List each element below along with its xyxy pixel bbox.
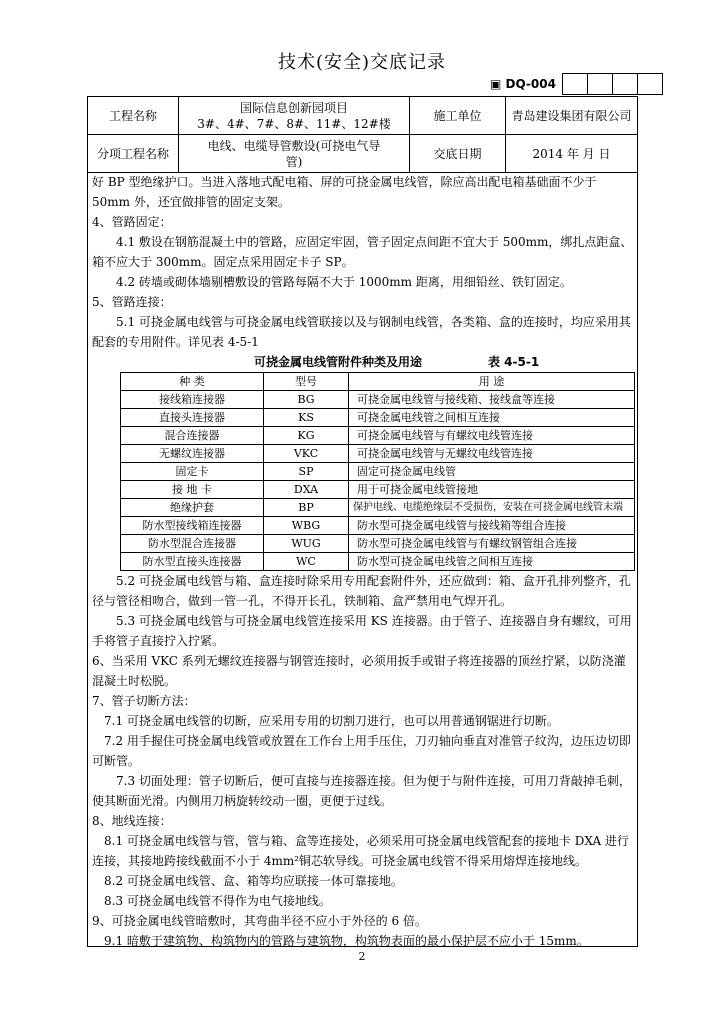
section-heading: 4、管路固定： (92, 215, 172, 229)
cell-type: 防水型接线箱连接器 (121, 517, 264, 535)
cell-model: DXA (264, 481, 349, 499)
cell-model: WBG (264, 517, 349, 535)
cell-usage: 可挠金属电线管之间相互连接 (349, 409, 635, 427)
doc-code-value: DQ-004 (505, 77, 556, 91)
cell-model: BG (264, 391, 349, 409)
paragraph: 6、当采用 VKC 系列无螺纹连接器与钢管连接时，必须用扳手或钳子将连接器的顶丝拧紧，以防浇灌混凝土时松脱。 (92, 654, 626, 688)
paragraph: 7.1 可挠金属电线管的切断，应采用专用的切割刀进行，也可以用普通钢锯进行切断。 (104, 714, 559, 728)
table-row (121, 553, 635, 571)
cell-type: 防水型混合连接器 (121, 535, 264, 553)
table-row (121, 499, 635, 517)
paragraph: 8.2 可挠金属电线管、盒、箱等均应联接一体可靠接地。 (104, 874, 403, 888)
paragraph: 5.1 可挠金属电线管与可挠金属电线管联接以及与钢制电线管，各类箱、盒的连接时，均应采用其配套的专用附件。详见表 4-5-1 (92, 315, 631, 349)
contractor-label: 施工单位 (410, 97, 506, 135)
column-header: 用 途 (349, 373, 635, 391)
cell-model: WUG (264, 535, 349, 553)
cell-usage: 保护电线、电缆绝缘层不受损伤，安装在可挠金属电线管末端 (349, 499, 635, 517)
cell-model: KS (264, 409, 349, 427)
cell-usage: 可挠金属电线管与无螺纹电线管连接 (349, 445, 635, 463)
content-body (92, 172, 635, 951)
cell-type: 混合连接器 (121, 427, 264, 445)
table-row (121, 445, 635, 463)
paragraph: 7.2 用手握住可挠金属电线管或放置在工作台上用手压住，刀刃轴向垂直对准管子纹沟，边压边切即可断管。 (92, 734, 631, 768)
section-heading: 9、可挠金属电线管暗敷时，其弯曲半径不应小于外径的 6 倍。 (92, 914, 427, 928)
cell-usage: 固定可挠金属电线管 (349, 463, 635, 481)
cell-type: 防水型直接头连接器 (121, 553, 264, 571)
paragraph: 7.3 切面处理：管子切断后，便可直接与连接器连接。但为便于与附件连接，可用刀背敲掉毛刺，使其断面光滑。内侧用刀柄旋转绞动一圈，更便于过线。 (92, 774, 631, 808)
header-table (87, 96, 638, 173)
paragraph: 4.1 敷设在钢筋混凝土中的管路，应固定牢固，管子固定点间距不宜大于 500mm，绑扎点距盒、箱不应大于 300mm。固定点采用固定卡子 SP。 (92, 235, 633, 269)
section-heading: 5、管路连接： (92, 295, 172, 309)
date-value: 2014 年 月 日 (506, 135, 638, 173)
table-row (121, 409, 635, 427)
cell-usage: 防水型可挠金属电线管与接线箱等组合连接 (349, 517, 635, 535)
sub-project-value-line1: 电线、电缆导管敷设(可挠电气导 (207, 138, 381, 153)
code-box (562, 73, 587, 95)
paragraph: 8.1 可挠金属电线管与管，管与箱、盒等连接处，必须采用可挠金属电线管配套的接地卡 DXA 进行连接，其接地跨接线截面不小于 4mm²铜芯软导线。可挠金属电线管不得采用熔焊连接地线。 (92, 834, 629, 868)
cell-type: 固定卡 (121, 463, 264, 481)
doc-code-row (490, 73, 663, 95)
table-title: 可挠金属电线管附件种类及用途 (254, 355, 423, 369)
sub-project-label: 分项工程名称 (88, 135, 179, 173)
cell-model: WC (264, 553, 349, 571)
code-box (612, 73, 637, 95)
table-number: 表 4-5-1 (488, 355, 540, 369)
date-label: 交底日期 (410, 135, 506, 173)
paragraph: 8.3 可挠金属电线管不得作为电气接地线。 (104, 894, 331, 908)
table-row (121, 535, 635, 553)
paragraph: 9.1 暗敷于建筑物、构筑物内的管路与建筑物，构筑物表面的最小保护层不应小于 15mm。 (104, 934, 589, 948)
section-heading: 7、管子切断方法： (92, 694, 196, 708)
document-title: 技术(安全)交底记录 (277, 52, 447, 73)
cell-usage: 可挠金属电线管与接线箱、接线盒等连接 (349, 391, 635, 409)
project-label: 工程名称 (88, 97, 179, 135)
cell-model: VKC (264, 445, 349, 463)
paragraph: 5.2 可挠金属电线管与箱、盒连接时除采用专用配套附件外，还应做到：箱、盒开孔排列整齐，孔径与管径相吻合，做到一管一孔，不得开长孔，铁制箱、盒严禁用电气焊开孔。 (92, 574, 631, 608)
code-box (587, 73, 612, 95)
contractor-value: 青岛建设集团有限公司 (506, 97, 638, 135)
table-row (121, 517, 635, 535)
table-caption (92, 352, 635, 372)
cell-usage: 可挠金属电线管与有螺纹电线管连接 (349, 427, 635, 445)
column-header: 型号 (264, 373, 349, 391)
cell-model: KG (264, 427, 349, 445)
sub-project-value (179, 135, 410, 173)
parts-table (120, 372, 635, 571)
table-row (121, 427, 635, 445)
project-value-line1: 国际信息创新园项目 (239, 100, 348, 115)
project-value (179, 97, 410, 135)
table-row (121, 463, 635, 481)
section-heading: 8、地线连接： (92, 814, 172, 828)
page-number: 2 (358, 950, 366, 963)
cell-model: BP (264, 499, 349, 517)
paragraph: 4.2 砖墙或砌体墙剔槽敷设的管路每隔不大于 1000mm 距离，用细铅丝、铁钉固定。 (116, 275, 572, 289)
cell-type: 无螺纹连接器 (121, 445, 264, 463)
table-row (121, 481, 635, 499)
column-header: 种 类 (121, 373, 264, 391)
cell-model: SP (264, 463, 349, 481)
project-value-line2: 3#、4#、7#、8#、11#、12#楼 (197, 116, 391, 131)
paragraph: 好 BP 型绝缘护口。当进入落地式配电箱、屏的可挠金属电线管，除应高出配电箱基础面不少于 50mm 外，还宜做排管的固定支架。 (92, 175, 597, 209)
code-box (637, 73, 663, 95)
sub-project-value-line2: 管) (285, 154, 303, 169)
cell-usage: 防水型可挠金属电线管之间相互连接 (349, 553, 635, 571)
paragraph: 5.3 可挠金属电线管与可挠金属电线管连接采用 KS 连接器。由于管子、连接器自身有螺纹，可用手将管子直接拧入拧紧。 (92, 614, 632, 648)
doc-code: ▣ DQ-004 (490, 77, 556, 91)
table-row (121, 391, 635, 409)
cell-type: 直接头连接器 (121, 409, 264, 427)
cell-type: 接 地 卡 (121, 481, 264, 499)
cell-type: 接线箱连接器 (121, 391, 264, 409)
cell-usage: 防水型可挠金属电线管与有螺纹钢管组合连接 (349, 535, 635, 553)
cell-usage: 用于可挠金属电线管接地 (349, 481, 635, 499)
cell-type: 绝缘护套 (121, 499, 264, 517)
